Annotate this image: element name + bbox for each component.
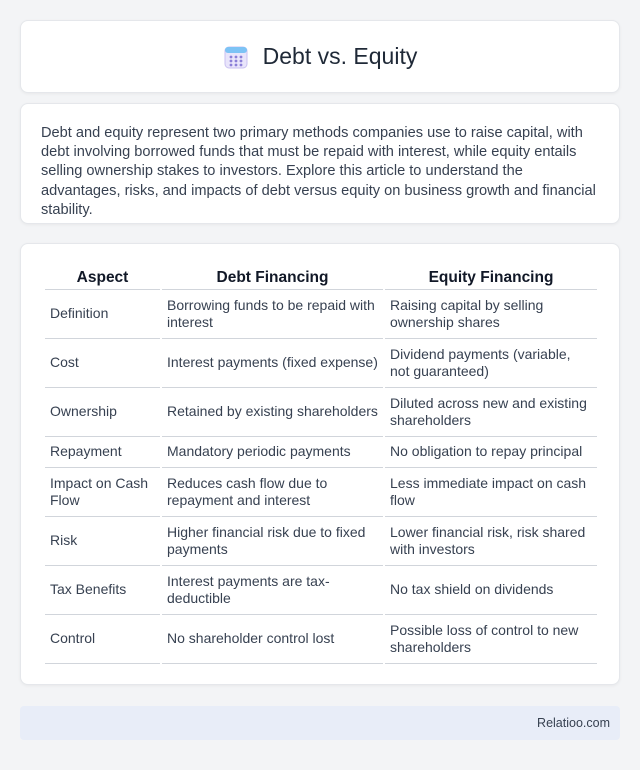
table-row [45, 290, 597, 339]
table-header-row [45, 266, 597, 290]
row-equity: No obligation to repay principal [385, 437, 597, 468]
row-debt: Reduces cash flow due to repayment and interest [162, 468, 383, 517]
table-row [45, 339, 597, 388]
comparison-table-card [20, 243, 620, 685]
row-debt: No shareholder control lost [162, 615, 383, 664]
row-equity: Lower financial risk, risk shared with investors [385, 517, 597, 566]
table-row [45, 566, 597, 615]
row-equity: Raising capital by selling ownership shares [385, 290, 597, 339]
row-aspect: Control [45, 615, 160, 664]
header-aspect: Aspect [45, 266, 160, 290]
footer [20, 706, 620, 740]
row-equity: Less immediate impact on cash flow [385, 468, 597, 517]
table-row [45, 468, 597, 517]
row-aspect: Impact on Cash Flow [45, 468, 160, 517]
row-aspect: Repayment [45, 437, 160, 468]
table-row [45, 615, 597, 664]
footer-site-link[interactable]: Relatioo.com [537, 716, 610, 730]
row-equity: No tax shield on dividends [385, 566, 597, 615]
row-debt: Retained by existing shareholders [162, 388, 383, 437]
header-equity-financing: Equity Financing [385, 266, 597, 290]
row-equity: Dividend payments (variable, not guaranteed) [385, 339, 597, 388]
row-debt: Interest payments (fixed expense) [162, 339, 383, 388]
row-equity: Diluted across new and existing shareholders [385, 388, 597, 437]
page-title: Debt vs. Equity [262, 43, 418, 69]
header-debt-financing: Debt Financing [162, 266, 383, 290]
table-row [45, 388, 597, 437]
calendar-icon [223, 44, 249, 70]
row-aspect: Cost [45, 339, 160, 388]
table-row [45, 517, 597, 566]
row-debt: Mandatory periodic payments [162, 437, 383, 468]
table-row [45, 437, 597, 468]
intro-card [20, 103, 620, 224]
row-aspect: Risk [45, 517, 160, 566]
comparison-table [43, 266, 599, 664]
intro-text: Debt and equity represent two primary methods companies use to raise capital, with debt involving borrowed funds that must be repaid with interest, while equity entails selling ownership stakes to investors. Explore this article to understand the advantages, risks, and impacts of debt versus equity on business growth and financial stability. [41, 125, 596, 218]
row-aspect: Tax Benefits [45, 566, 160, 615]
row-aspect: Definition [45, 290, 160, 339]
row-debt: Higher financial risk due to fixed payments [162, 517, 383, 566]
row-equity: Possible loss of control to new shareholders [385, 615, 597, 664]
row-debt: Borrowing funds to be repaid with interest [162, 290, 383, 339]
row-debt: Interest payments are tax-deductible [162, 566, 383, 615]
row-aspect: Ownership [45, 388, 160, 437]
header-card [20, 20, 620, 93]
